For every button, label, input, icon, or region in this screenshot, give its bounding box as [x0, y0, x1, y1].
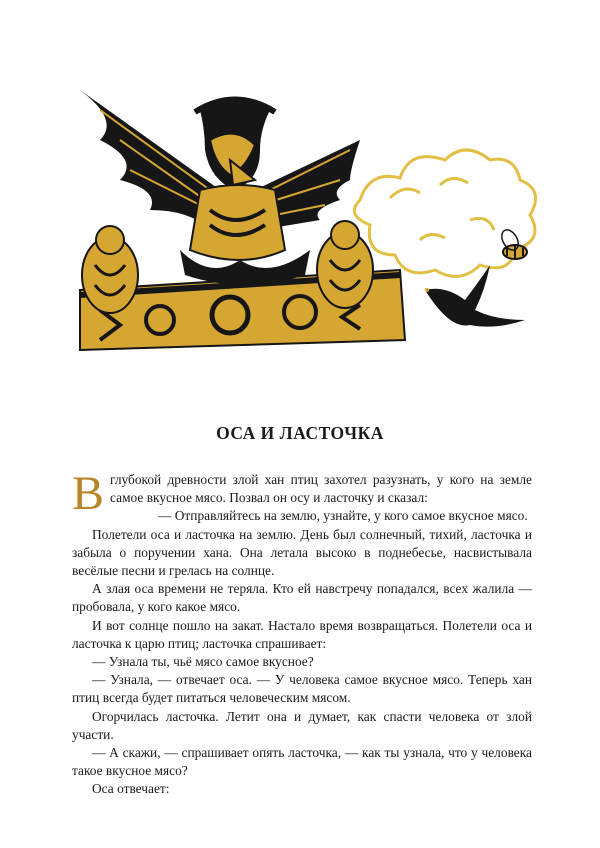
paragraph: Полетели оса и ласточка на землю. День был солнечный, тихий, ласточка и забыла о поручении хана. Она летала высоко в поднебесье, насвистывала весёлые песни и грелась на солнце.	[72, 526, 532, 579]
paragraph: Оса отвечает:	[92, 781, 170, 797]
story-text	[72, 467, 532, 799]
story-title: ОСА И ЛАСТОЧКА	[216, 423, 384, 443]
paragraph: — Отправляйтесь на землю, узнайте, у кого самое вкусное мясо.	[158, 508, 528, 524]
story-illustration	[60, 80, 560, 360]
paragraph: И вот солнце пошло на закат. Настало время возвращаться. Полетели оса и ласточка к царю птиц; ласточка спрашивает:	[72, 617, 532, 651]
small-bird-left-icon	[82, 226, 138, 313]
paragraph: — А скажи, — спрашивает опять ласточка, — как ты узнала, что у человека такое вкусное мясо?	[72, 745, 532, 779]
paragraph: — Узнала ты, чьё мясо самое вкусное?	[92, 654, 314, 670]
small-bird-right-icon	[317, 221, 373, 308]
paragraph: А злая оса времени не теряла. Кто ей навстречу попадался, всех жалила — пробовала, у кого какое мясо.	[72, 581, 532, 615]
drop-cap: В	[72, 467, 105, 520]
wasp-icon	[498, 227, 527, 259]
paragraph: Огорчилась ласточка. Летит она и думает, как спасти человека от злой участи.	[72, 708, 532, 742]
paragraph: Вглубокой древности злой хан птиц захотел разузнать, у кого на земле самое вкусное мясо. Позвал он осу и ласточку и сказал:	[72, 467, 532, 520]
paragraph: — Узнала, — отвечает оса. — У человека самое вкусное мясо. Теперь хан птиц всегда будет питаться человеческим мясом.	[72, 672, 532, 706]
